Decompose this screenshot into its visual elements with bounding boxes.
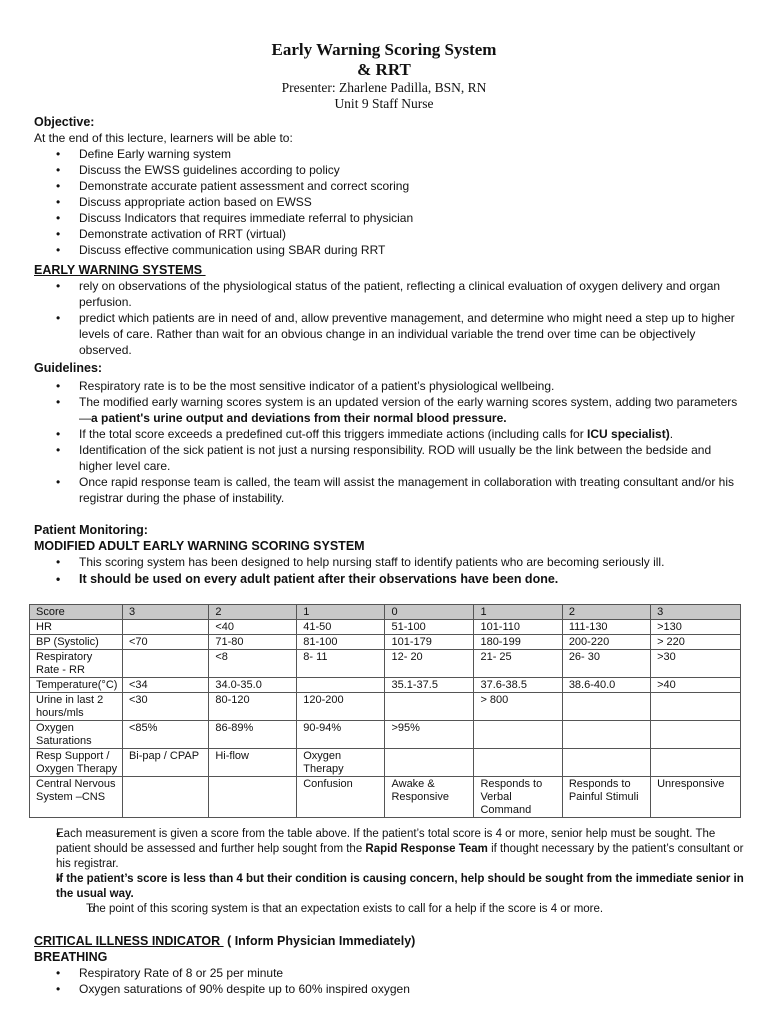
table-cell bbox=[562, 721, 650, 749]
ews-list bbox=[34, 278, 744, 358]
objective-section bbox=[34, 114, 744, 258]
table-cell: <40 bbox=[209, 620, 297, 635]
guidelines-list bbox=[34, 378, 744, 506]
table-cell: Temperature(°C) bbox=[30, 678, 123, 693]
table-cell: Resp Support / Oxygen Therapy bbox=[30, 749, 123, 777]
objective-intro: At the end of this lecture, learners will be able to: bbox=[34, 131, 293, 145]
table-cell: 101-110 bbox=[474, 620, 562, 635]
table-cell: 41-50 bbox=[297, 620, 385, 635]
list-item: • Respiratory Rate of 8 or 25 per minute bbox=[34, 965, 744, 981]
table-cell: 34.0-35.0 bbox=[209, 678, 297, 693]
table-cell: Hi-flow bbox=[209, 749, 297, 777]
table-cell bbox=[651, 721, 741, 749]
table-cell bbox=[297, 678, 385, 693]
table-row bbox=[30, 678, 741, 693]
table-cell: 37.6-38.5 bbox=[474, 678, 562, 693]
notes-section bbox=[34, 827, 744, 917]
table-cell: Responds to Painful Stimuli bbox=[562, 777, 650, 818]
note-bold-text: Rapid Response Team bbox=[365, 843, 488, 855]
table-cell: >30 bbox=[651, 650, 741, 678]
table-header-cell: 3 bbox=[651, 605, 741, 620]
table-cell: 80-120 bbox=[209, 693, 297, 721]
table-cell: 26- 30 bbox=[562, 650, 650, 678]
table-row bbox=[30, 693, 741, 721]
notes-list bbox=[34, 827, 744, 917]
list-item: • predict which patients are in need of and, allow preventive management, and determine who might need a step up to higher levels of care. Rather than wait for an obvious change in an individual variable the trend over time can be objectively observed. bbox=[34, 310, 744, 358]
table-cell: <30 bbox=[122, 693, 208, 721]
table-cell: <34 bbox=[122, 678, 208, 693]
table-cell: 8- 11 bbox=[297, 650, 385, 678]
list-item bbox=[34, 827, 744, 872]
monitoring-heading: Patient Monitoring: bbox=[34, 523, 148, 537]
critical-heading-underlined: CRITICAL ILLNESS INDICATOR bbox=[34, 934, 224, 948]
guideline-text: If the total score exceeds a predefined cut-off this triggers immediate actions (including calls for bbox=[79, 427, 588, 441]
table-cell: Confusion bbox=[297, 777, 385, 818]
list-item: • If the patient’s score is less than 4 but their condition is causing concern, help should be sought from the immediate senior in the usual way. bbox=[34, 872, 744, 902]
guideline-bold-text: ICU specialist) bbox=[587, 427, 670, 441]
guidelines-heading: Guidelines: bbox=[34, 361, 103, 375]
monitoring-list bbox=[34, 554, 744, 587]
table-cell: Central Nervous System –CNS bbox=[30, 777, 123, 818]
list-item: • This scoring system has been designed to help nursing staff to identify patients who are becoming seriously ill. bbox=[34, 554, 744, 570]
table-cell bbox=[122, 620, 208, 635]
table-cell bbox=[474, 721, 562, 749]
table-cell: 111-130 bbox=[562, 620, 650, 635]
table-cell: 90-94% bbox=[297, 721, 385, 749]
table-cell: Oxygen Therapy bbox=[297, 749, 385, 777]
table-cell: 12- 20 bbox=[385, 650, 474, 678]
table-cell: Respiratory Rate - RR bbox=[30, 650, 123, 678]
table-header-row bbox=[30, 605, 741, 620]
list-item: • It should be used on every adult patient after their observations have been done. bbox=[34, 571, 744, 587]
mews-score-table bbox=[29, 604, 741, 818]
note-text: Each measurement is given a score from the table above. If the patient’s total score is 4 or more, senior help must be sought. The patient should be assessed and further help sought from the bbox=[56, 828, 716, 855]
table-cell: >40 bbox=[651, 678, 741, 693]
list-item: • Discuss appropriate action based on EWSS bbox=[34, 194, 744, 210]
table-cell: <8 bbox=[209, 650, 297, 678]
monitoring-subheading: MODIFIED ADULT EARLY WARNING SCORING SYSTEM bbox=[34, 539, 365, 553]
table-cell: HR bbox=[30, 620, 123, 635]
table-cell bbox=[562, 693, 650, 721]
guidelines-section bbox=[34, 360, 744, 506]
table-cell: > 800 bbox=[474, 693, 562, 721]
table-cell: > 220 bbox=[651, 635, 741, 650]
list-item bbox=[34, 394, 744, 426]
doc-title-line1: Early Warning Scoring System bbox=[271, 40, 497, 59]
table-cell bbox=[385, 693, 474, 721]
list-item: • Identification of the sick patient is not just a nursing responsibility. ROD will usually be the link between the bedside and higher level care. bbox=[34, 442, 744, 474]
list-item: • Define Early warning system bbox=[34, 146, 744, 162]
objective-heading: Objective: bbox=[34, 115, 95, 129]
presenter-line: Presenter: Zharlene Padilla, BSN, RN bbox=[281, 80, 487, 95]
table-cell bbox=[385, 749, 474, 777]
breathing-heading: BREATHING bbox=[34, 950, 108, 964]
table-cell: 86-89% bbox=[209, 721, 297, 749]
table-cell: 81-100 bbox=[297, 635, 385, 650]
list-item: • Oxygen saturations of 90% despite up to 60% inspired oxygen bbox=[34, 981, 744, 997]
table-cell: <70 bbox=[122, 635, 208, 650]
ews-heading: EARLY WARNING SYSTEMS bbox=[34, 263, 206, 277]
sub-list-item: o The point of this scoring system is that an expectation exists to call for a help if the score is 4 or more. bbox=[34, 902, 744, 917]
table-cell: >130 bbox=[651, 620, 741, 635]
table-row bbox=[30, 635, 741, 650]
table-cell: Urine in last 2 hours/mls bbox=[30, 693, 123, 721]
table-cell: 35.1-37.5 bbox=[385, 678, 474, 693]
table-cell: 200-220 bbox=[562, 635, 650, 650]
list-item: • Discuss Indicators that requires immediate referral to physician bbox=[34, 210, 744, 226]
critical-list bbox=[34, 965, 744, 997]
table-header-cell: 2 bbox=[562, 605, 650, 620]
list-item bbox=[34, 426, 744, 442]
critical-heading bbox=[34, 933, 744, 949]
monitoring-section bbox=[34, 522, 744, 587]
table-cell bbox=[209, 777, 297, 818]
table-cell bbox=[122, 650, 208, 678]
table-cell: 21- 25 bbox=[474, 650, 562, 678]
table-cell bbox=[122, 777, 208, 818]
table-cell bbox=[651, 693, 741, 721]
critical-heading-rest: ( Inform Physician Immediately) bbox=[223, 934, 416, 948]
table-header-cell: 1 bbox=[474, 605, 562, 620]
table-cell: BP (Systolic) bbox=[30, 635, 123, 650]
table-header-cell: 3 bbox=[122, 605, 208, 620]
table-row bbox=[30, 650, 741, 678]
table-header-cell: 2 bbox=[209, 605, 297, 620]
table-header-cell: 1 bbox=[297, 605, 385, 620]
doc-title-line2: & RRT bbox=[357, 60, 411, 79]
guideline-text-end: . bbox=[669, 427, 674, 441]
table-cell: 180-199 bbox=[474, 635, 562, 650]
table-cell: Unresponsive bbox=[651, 777, 741, 818]
table-cell: Oxygen Saturations bbox=[30, 721, 123, 749]
guideline-bold-text: a patient's urine output and deviations from their normal blood pressure. bbox=[91, 411, 507, 425]
list-item: • rely on observations of the physiological status of the patient, reflecting a clinical evaluation of oxygen delivery and organ perfusion. bbox=[34, 278, 744, 310]
list-item: • Demonstrate activation of RRT (virtual) bbox=[34, 226, 744, 242]
table-cell bbox=[562, 749, 650, 777]
note-text-end: if thought necessary by the patient’s consultant or his registrar. bbox=[56, 843, 744, 870]
table-cell: 38.6-40.0 bbox=[562, 678, 650, 693]
table-header-cell: Score bbox=[30, 605, 123, 620]
table-row bbox=[30, 749, 741, 777]
objective-list bbox=[34, 146, 744, 258]
list-item: • Once rapid response team is called, the team will assist the management in collaboration with treating consultant and/or his registrar during the phase of instability. bbox=[34, 474, 744, 506]
table-cell bbox=[474, 749, 562, 777]
role-line: Unit 9 Staff Nurse bbox=[334, 96, 434, 111]
table-header-cell: 0 bbox=[385, 605, 474, 620]
guideline-text: The modified early warning scores system is an updated version of the early warning scores system, adding two parameters— bbox=[79, 395, 738, 425]
table-cell: >95% bbox=[385, 721, 474, 749]
list-item: • Discuss effective communication using SBAR during RRT bbox=[34, 242, 744, 258]
list-item: • Demonstrate accurate patient assessment and correct scoring bbox=[34, 178, 744, 194]
table-cell: Awake & Responsive bbox=[385, 777, 474, 818]
table-cell: 71-80 bbox=[209, 635, 297, 650]
table-cell: Bi-pap / CPAP bbox=[122, 749, 208, 777]
table-cell: 51-100 bbox=[385, 620, 474, 635]
table-row bbox=[30, 721, 741, 749]
table-cell bbox=[651, 749, 741, 777]
critical-section bbox=[34, 933, 744, 997]
table-row bbox=[30, 777, 741, 818]
list-item: • Respiratory rate is to be the most sensitive indicator of a patient’s physiological wellbeing. bbox=[34, 378, 744, 394]
table-cell: Responds to Verbal Command bbox=[474, 777, 562, 818]
ews-section bbox=[34, 262, 744, 358]
list-item: • Discuss the EWSS guidelines according to policy bbox=[34, 162, 744, 178]
table-row bbox=[30, 620, 741, 635]
table-cell: 101-179 bbox=[385, 635, 474, 650]
table-cell: 120-200 bbox=[297, 693, 385, 721]
table-cell: <85% bbox=[122, 721, 208, 749]
